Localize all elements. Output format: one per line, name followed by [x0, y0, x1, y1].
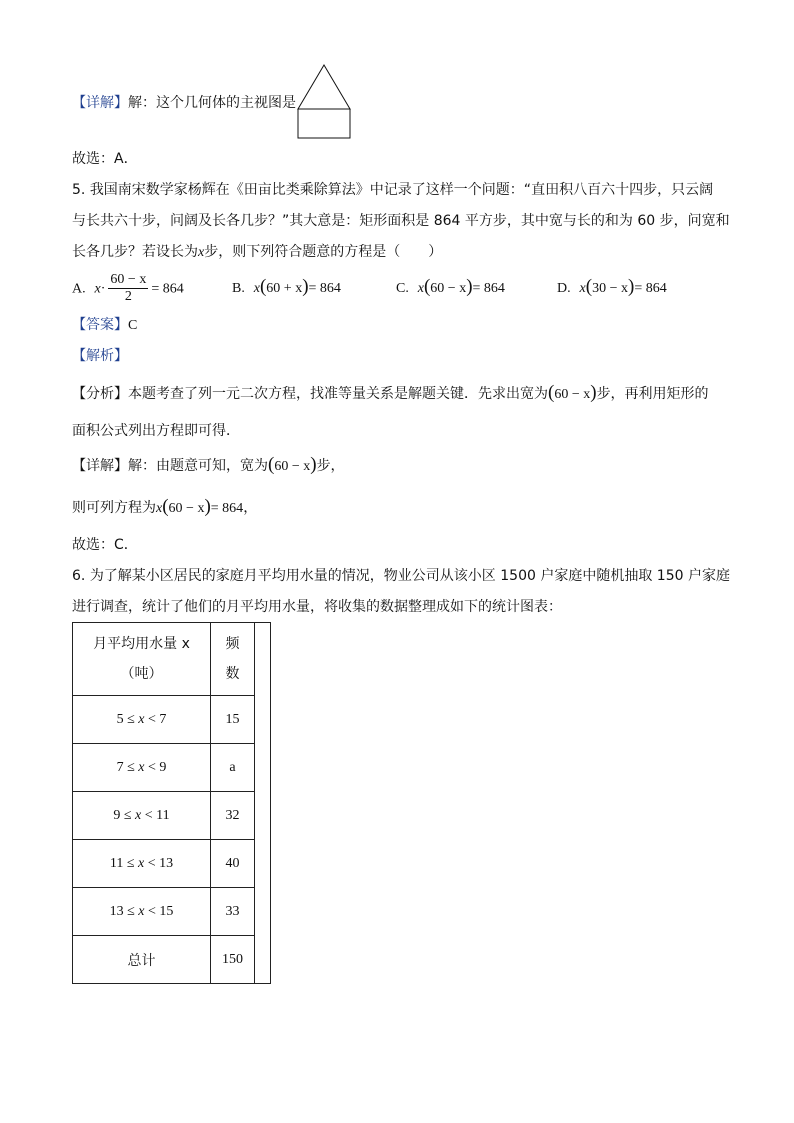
option-b-rhs: = 864 — [308, 281, 341, 296]
front-view-figure — [296, 63, 356, 141]
header-frequency-line2: 数 — [225, 666, 240, 682]
frequency-cell: 15 — [211, 696, 255, 744]
option-d-inner: 30 − x — [592, 281, 628, 296]
range-cell: 7 ≤ x < 9 — [73, 744, 211, 792]
total-label: 总计 — [73, 936, 211, 984]
q5-option-a — [72, 272, 184, 305]
q5-fenxi-line2: 面积公式列出方程即可得． — [72, 423, 240, 439]
q5-stem-line3 — [72, 242, 442, 263]
q5-analysis-line — [72, 346, 128, 366]
q5-stem-line2: 与长共六十步，问阔及长各几步？”其大意是：矩形面积是 864 平方步，其中宽与长的和为 60 步，问宽和 — [72, 213, 730, 229]
table-row — [73, 840, 271, 888]
header-usage — [73, 623, 211, 696]
option-d-x: x — [579, 281, 586, 296]
q5-equation-line: 则可列方程为x(60 − x)= 864， — [72, 496, 258, 517]
table-row — [73, 744, 271, 792]
q5-fenxi-line1: 【分析】本题考查了列一元二次方程，找准等量关系是解题关键．先求出宽为(60 − x)步，再利用矩形的 — [72, 382, 709, 403]
option-b-inner: 60 + x — [266, 281, 303, 296]
q6-stem-line1 — [72, 566, 730, 586]
front-view-rectangle — [298, 109, 350, 138]
q5-option-d: D. x(30 − x)= 864 — [557, 276, 667, 297]
table-row — [73, 696, 271, 744]
equation-text-a: 则可列方程为 — [72, 500, 156, 516]
front-view-triangle — [298, 65, 350, 109]
equation-x: x — [156, 501, 163, 516]
header-usage-line2: （吨） — [120, 666, 163, 682]
option-c-label: C. — [396, 281, 409, 296]
q5-stem-line1 — [72, 180, 713, 200]
frequency-cell: 40 — [211, 840, 255, 888]
table-total-row — [73, 936, 271, 984]
header-frequency-line1: 频 — [225, 636, 240, 652]
detail-tag-q5: 【详解】 — [72, 458, 128, 474]
option-b-label: B. — [232, 281, 245, 296]
q5-stem-text1: 我国南宋数学家杨辉在《田亩比类乘除算法》中记录了这样一个问题：“直田积八百六十四步，只云阔 — [89, 182, 714, 198]
option-a-x: x — [94, 281, 101, 297]
answer-value: C — [128, 318, 138, 333]
frequency-cell: 32 — [211, 792, 255, 840]
q5-stem-text3a: 长各几步？若设长为 — [72, 244, 198, 260]
option-d-rhs: = 864 — [634, 281, 667, 296]
equation-rhs: = 864 — [210, 501, 244, 516]
fenxi-tag: 【分析】 — [72, 386, 128, 402]
detail-tag: 【详解】 — [72, 95, 128, 111]
option-a-denominator: 2 — [124, 289, 132, 304]
range-cell: 11 ≤ x < 13 — [73, 840, 211, 888]
detail-line-front-view — [72, 93, 296, 113]
fenxi-text1b: 步，再利用矩形的 — [596, 386, 709, 402]
fenxi-expr: 60 − x — [554, 387, 591, 402]
table-row — [73, 888, 271, 936]
q5-var-x: x — [198, 245, 205, 260]
analysis-tag: 【解析】 — [72, 348, 128, 364]
range-cell: 5 ≤ x < 7 — [73, 696, 211, 744]
water-usage-table — [72, 622, 271, 984]
equation-text-b: ， — [243, 500, 258, 516]
q5-detail-line: 【详解】解：由题意可知，宽为(60 − x)步， — [72, 454, 345, 475]
fenxi-text1a: 本题考查了列一元二次方程，找准等量关系是解题关键．先求出宽为 — [128, 386, 548, 402]
option-a-fraction — [108, 272, 148, 305]
q5-stem-text3b: 步，则下列符合题意的方程是（ ） — [204, 244, 443, 260]
q6-number: 6. — [72, 568, 86, 584]
q5-choose: 故选：C． — [72, 537, 138, 553]
q5-option-b: B. x(60 + x)= 864 — [232, 276, 341, 297]
q5-number: 5. — [72, 182, 86, 198]
option-a-numerator: 60 − x — [110, 272, 147, 287]
option-c-x: x — [417, 281, 424, 296]
header-frequency — [211, 623, 255, 696]
option-c-inner: 60 − x — [430, 281, 467, 296]
option-c-rhs: = 864 — [472, 281, 505, 296]
prev-choose: 故选：A． — [72, 151, 138, 167]
option-a-dot: · — [100, 281, 106, 297]
total-value: 150 — [211, 936, 255, 984]
option-d-label: D. — [557, 281, 571, 296]
frequency-cell: a — [211, 744, 255, 792]
answer-tag: 【答案】 — [72, 317, 128, 333]
table-row — [73, 792, 271, 840]
option-a-label: A. — [72, 281, 86, 297]
range-cell: 13 ≤ x < 15 — [73, 888, 211, 936]
frequency-cell: 33 — [211, 888, 255, 936]
q6-stem-text1: 为了解某小区居民的家庭月平均用水量的情况，物业公司从该小区 1500 户家庭中随机抽取 150 户家庭 — [89, 568, 730, 584]
q5-answer-line — [72, 315, 137, 336]
header-usage-line1: 月平均用水量 x — [93, 636, 190, 652]
option-a-rhs: = 864 — [151, 281, 184, 297]
range-cell: 9 ≤ x < 11 — [73, 792, 211, 840]
detail-expr: 60 − x — [274, 459, 311, 474]
q5-option-c: C. x(60 − x)= 864 — [396, 276, 505, 297]
detail-text-a: 解：由题意可知，宽为 — [128, 458, 268, 474]
empty-column — [255, 623, 271, 984]
detail-text-b: 步， — [316, 458, 345, 474]
detail-text: 解：这个几何体的主视图是 — [128, 95, 296, 111]
q6-stem-line2: 进行调查，统计了他们的月平均用水量，将收集的数据整理成如下的统计图表： — [72, 599, 562, 615]
equation-inner: 60 − x — [168, 501, 205, 516]
option-b-x: x — [253, 281, 260, 296]
table-header-row — [73, 623, 271, 696]
